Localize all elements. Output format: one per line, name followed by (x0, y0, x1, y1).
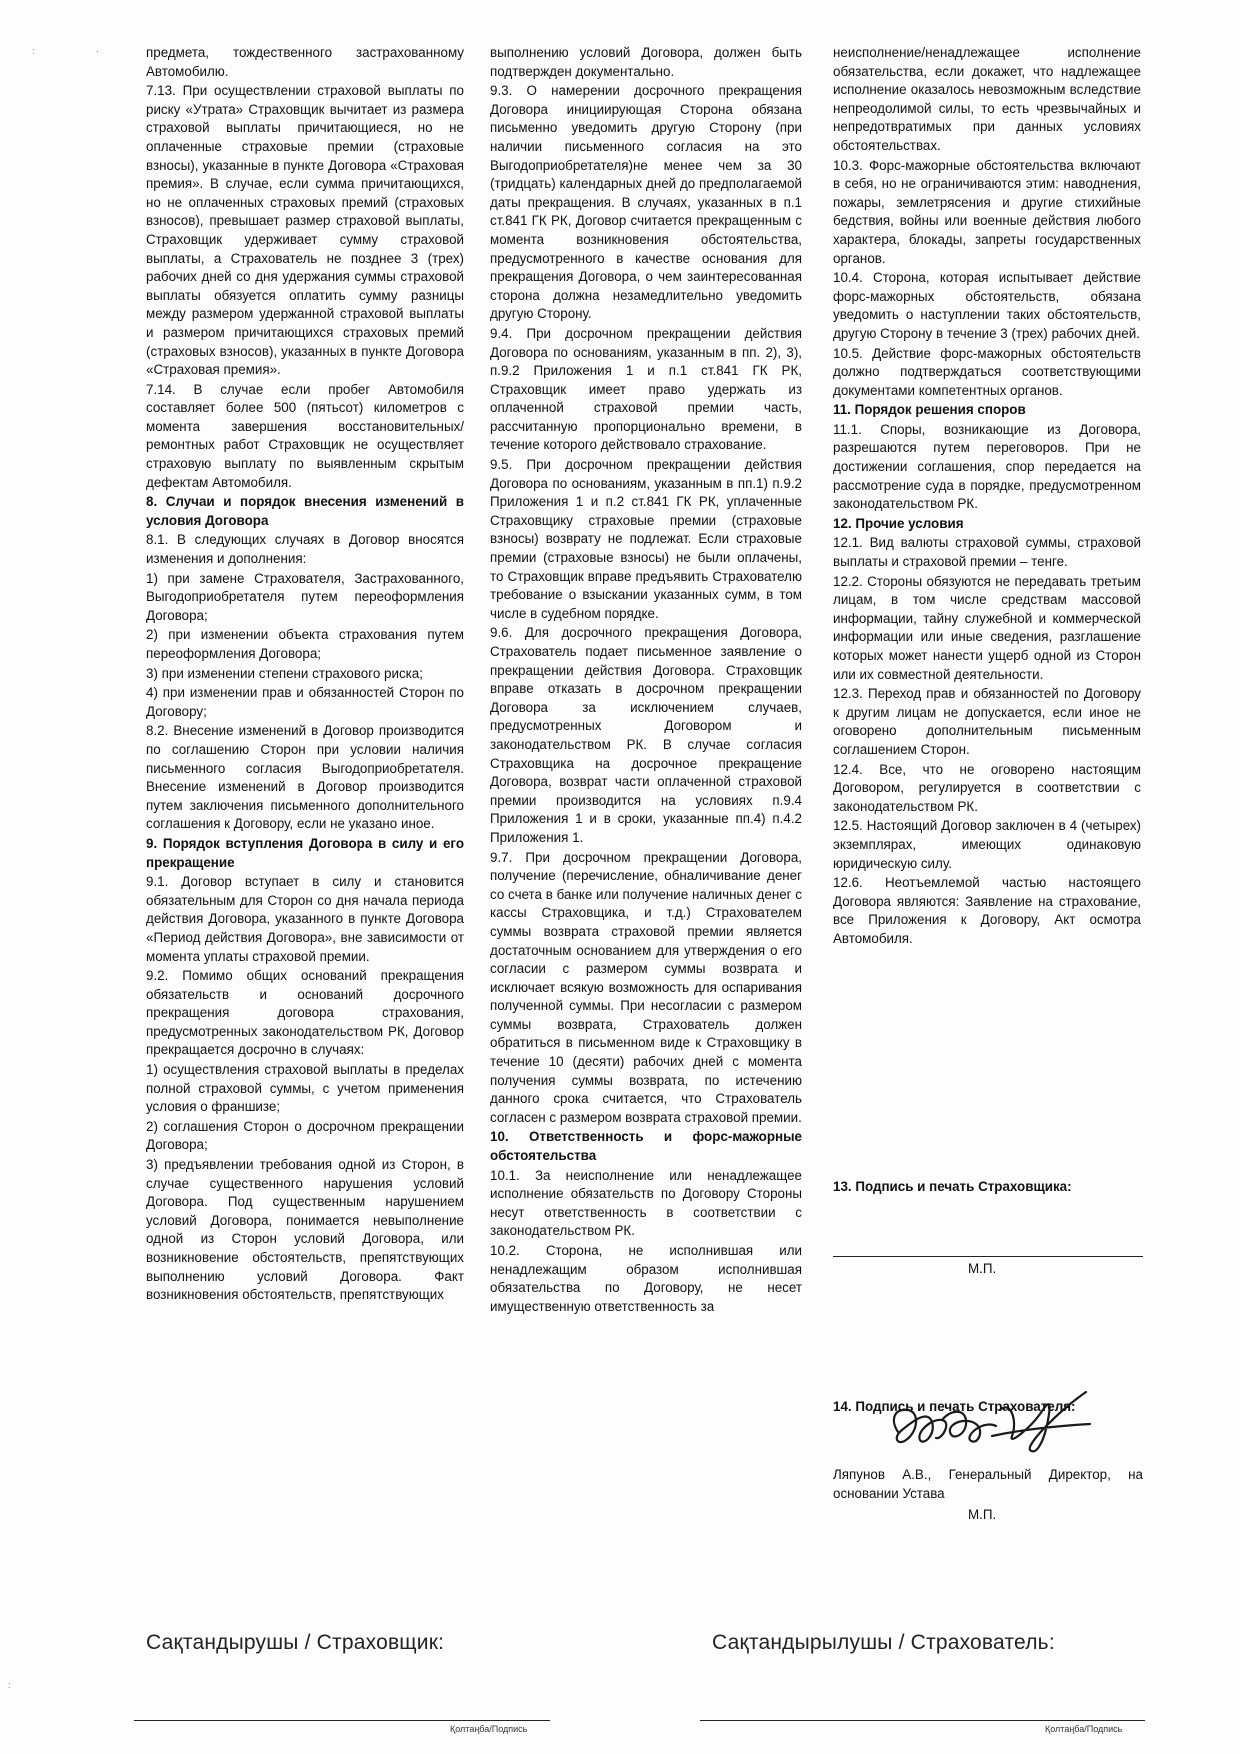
footer-insured-sign-caption: Қолтаңба/Подпись (1045, 1724, 1123, 1734)
paragraph: 12.5. Настоящий Договор заключен в 4 (четырех) экземплярах, имеющих одинаковую юридическую силу. (833, 818, 1141, 871)
insurer-signature-heading: 13. Подпись и печать Страховщика: (833, 1179, 1072, 1194)
paragraph: 10.1. За неисполнение или ненадлежащее исполнение обязательств по Договору Стороны несут ответственность в соответствии с законодательством РК. (490, 1167, 802, 1239)
paragraph: 9.7. При досрочном прекращении Договора, получение (перечисление, обналичивание денег со счета в банке или получение наличных денег с кассы Страховщика, и т.д.) Страхователем суммы возврата страховой премии является достаточным основанием для утверждения о его согласии с размером суммы возврата и исключает всякую возможность для оспаривания полученной суммы. При несогласии с размером суммы возврата, Страхователь должен обратиться в письменном виде к Страховщику в течение 10 (десяти) рабочих дней с момента получения суммы возврата, по истечению данного срока считается, что Страхователь согласен с размером возврата страховой премии. (490, 849, 802, 1125)
paragraph: 2) соглашения Сторон о досрочном прекращении Договора; (146, 1118, 464, 1153)
paragraph: 9.4. При досрочном прекращении действия Договора по основаниям, указанным в пп. 2), 3), п.9.2 Приложения 1 и п.1 ст.841 ГК РК, Страховщик имеет право удержать из оплаченной страховой премии часть, рассчитанную пропорционально времени, в течение которого действовало страхование. (490, 325, 802, 453)
paragraph: 9.2. Помимо общих оснований прекращения обязательств и оснований досрочного прекращения договора страхования, предусмотренных законодательством РК, Договор прекращается досрочно в случаях: (146, 968, 464, 1058)
paragraph: 10.5. Действие форс-мажорных обстоятельств должно подтверждаться соответствующими документами компетентных органов. (833, 345, 1141, 398)
footer-insured-signature-line (700, 1720, 1145, 1721)
handwritten-signature (880, 1380, 1130, 1466)
text-column-middle (490, 44, 802, 1317)
paragraph: предмета, тождественного застрахованному Автомобилю. (146, 45, 464, 79)
text-column-left (146, 44, 464, 1306)
footer-insured-label: Сақтандырылушы / Страхователь: (712, 1631, 1055, 1654)
paragraph: 12.1. Вид валюты страховой суммы, страховой выплаты и страховой премии – тенге. (833, 535, 1141, 570)
insurer-stamp-label: М.П. (968, 1261, 997, 1276)
paragraph: 11.1. Споры, возникающие из Договора, разрешаются путем переговоров. При не достижении соглашения, спор передается на рассмотрение суда в порядке, предусмотренном законодательством РК. (833, 421, 1141, 512)
margin-mark: : (8, 1680, 11, 1690)
footer-insurer-signature-line (134, 1720, 550, 1721)
section-heading: 10. Ответственность и форс-мажорные обстоятельства (490, 1129, 802, 1164)
paragraph: 7.14. В случае если пробег Автомобиля составляет более 500 (пятьсот) километров с момента завершения восстановительных/ремонтных работ Страховщик не осуществляет страховую выплату по выявленным скрытым дефектам Автомобиля. (146, 381, 464, 490)
paragraph: 8.2. Внесение изменений в Договор производится по соглашению Сторон при условии наличия письменного согласия Выгодоприобретателя. Внесение изменений в Договор производится путем заключения письменного дополнительного соглашения к Договору, если не указано иное. (146, 723, 464, 832)
paragraph: выполнению условий Договора, должен быть подтвержден документально. (490, 45, 802, 79)
section-heading: 9. Порядок вступления Договора в силу и его прекращение (146, 835, 464, 870)
paragraph: 10.3. Форс-мажорные обстоятельства включают в себя, но не ограничиваются этим: наводнения, пожары, землетрясения и другие стихийные бедствия, войны или военные действия любого характера, блокады, запреты государственных органов. (833, 157, 1141, 266)
insured-signatory-name: Ляпунов А.В., Генеральный Директор, на основании Устава (833, 1467, 1143, 1501)
insured-stamp-label: М.П. (968, 1507, 997, 1522)
paragraph: 9.1. Договор вступает в силу и становится обязательным для Сторон со дня начала периода действия Договора, указанного в пункте Договора «Период действия Договора», вне зависимости от момента уплаты страховой премии. (146, 874, 464, 964)
paragraph: 12.4. Все, что не оговорено настоящим Договором, регулируется в соответствии с законодательством РК. (833, 761, 1141, 814)
footer-insurer-sign-caption: Қолтаңба/Подпись (450, 1724, 528, 1734)
paragraph: 12.3. Переход прав и обязанностей по Договору к другим лицам не допускается, если иное не оговорено дополнительным письменным соглашением Сторон. (833, 686, 1141, 757)
paragraph: 9.3. О намерении досрочного прекращения Договора инициирующая Сторона обязана письменно уведомить другую Сторону (при наличии письменного согласия на это Выгодоприобретателя)не менее чем за 30 (тридцать) календарных дней до предполагаемой даты прекращения. В случаях, указанных в п.1 ст.841 ГК РК, Договор считается прекращенным с момента возникновения обстоятельства, предусмотренного в качестве основания для прекращения Договора, о чем заинтересованная сторона должна незамедлительно уведомить другую Сторону. (490, 83, 802, 322)
paragraph: 3) предъявлении требования одной из Сторон, в случае существенного нарушения условий Договора. Под существенным нарушением условий Договора, понимается невыполнение одной из Сторон условий Договора, или возникновение обстоятельств, препятствующих выполнению условий Договора. Факт возникновения обстоятельств, препятствующих (146, 1157, 464, 1303)
footer-insurer-label: Сақтандырушы / Страховщик: (146, 1631, 445, 1654)
margin-mark: · (96, 46, 99, 56)
margin-mark: : (32, 46, 35, 56)
paragraph: 9.6. Для досрочного прекращения Договора, Страхователь подает письменное заявление о прекращении действия Договора. Страховщик вправе отказать в досрочном прекращении Договора за исключением случаев, предусмотренных Договором и законодательством РК. В случае согласия Страховщика на досрочное прекращение Договора, возврат части оплаченной страховой премии производится на условиях п.9.4 Приложения 1 и в сроки, указанные пп.4) п.4.2 Приложения 1. (490, 625, 802, 845)
paragraph: 4) при изменении прав и обязанностей Сторон по Договору; (146, 685, 464, 719)
text-column-right (833, 44, 1141, 950)
section-heading: 11. Порядок решения споров (833, 402, 1026, 418)
paragraph: 12.2. Стороны обязуются не передавать третьим лицам, в том числе средствам массовой информации, тайну служебной и коммерческой информации или иные сведения, разглашение которых может нанести ущерб одной из Сторон или их совместной деятельности. (833, 573, 1141, 682)
paragraph: 2) при изменении объекта страхования путем переоформления Договора; (146, 627, 464, 661)
section-heading: 12. Прочие условия (833, 515, 964, 531)
paragraph: 3) при изменении степени страхового риска; (146, 665, 423, 681)
paragraph: 10.2. Сторона, не исполнившая или ненадлежащим образом исполнившая обязательства по Договору, не несет имущественную ответственность за (490, 1243, 802, 1314)
paragraph: 7.13. При осуществлении страховой выплаты по риску «Утрата» Страховщик вычитает из размера страховой выплаты причитающиеся, но не оплаченные страховые премии (страховые взносы), указанные в пункте Договора «Страховая премия». В случае, если сумма причитающихся, но не оплаченных страховых премий (страховых взносов), превышает размер страховой выплаты, Страховщик удерживает сумму страховой выплаты, а Страхователь не позднее 3 (трех) рабочих дней со дня удержания суммы страховой выплаты обязуется оплатить сумму разницы между размером удержанной страховой выплаты и размером причитающихся страховых премий (страховых взносов), указанных в пункте Договора «Страховая премия». (146, 83, 464, 378)
insurer-signature-line (833, 1256, 1143, 1257)
paragraph: 1) при замене Страхователя, Застрахованного, Выгодоприобретателя путем переоформления Договора; (146, 570, 464, 623)
paragraph: 12.6. Неотъемлемой частью настоящего Договора являются: Заявление на страхование, все Приложения к Договору, Акт осмотра Автомобиля. (833, 875, 1141, 946)
insured-signature-heading: 14. Подпись и печать Страхователя: (833, 1399, 1076, 1414)
paragraph: 1) осуществления страховой выплаты в пределах полной страховой суммы, с учетом применения условия о франшизе; (146, 1062, 464, 1115)
paragraph: 9.5. При досрочном прекращении действия Договора по основаниям, указанным в пп.1) п.9.2 Приложения 1 и п.2 ст.841 ГК РК, уплаченные Страховщику страховые премии (страховые взносы) возврату не подлежат. Если страховые премии (страховые взносы) не были оплачены, то Страховщик вправе предъявить Страхователю требование о взыскании указанных сумм, в том числе в судебном порядке. (490, 457, 802, 621)
paragraph: 8.1. В следующих случаях в Договор вносятся изменения и дополнения: (146, 532, 464, 567)
section-heading: 8. Случаи и порядок внесения изменений в условия Договора (146, 494, 464, 528)
paragraph: 10.4. Сторона, которая испытывает действие форс-мажорных обстоятельств, обязана уведомить о наступлении таких обстоятельств, другую Сторону в течение 3 (трех) рабочих дней. (833, 270, 1141, 341)
paragraph: неисполнение/ненадлежащее исполнение обязательства, если докажет, что надлежащее исполнение оказалось невозможным вследствие непреодолимой силы, то есть чрезвычайных и непредотвратимых при данных условиях обстоятельствах. (833, 45, 1141, 153)
